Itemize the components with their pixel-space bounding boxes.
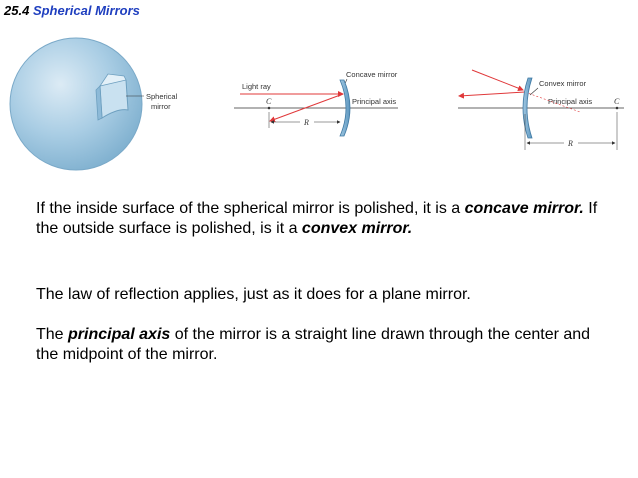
concave-light-ray-label: Light ray: [242, 82, 271, 91]
convex-reflected-ray: [459, 92, 525, 96]
paragraph-concave-convex: [36, 199, 606, 239]
paragraph-law-of-reflection: The law of reflection applies, just as it does for a plane mirror.: [36, 286, 471, 303]
term-concave-mirror: concave mirror.: [464, 200, 584, 217]
slide-title: [4, 3, 140, 18]
concave-radius-label: R: [304, 118, 309, 127]
term-convex-mirror: convex mirror.: [301, 220, 413, 237]
p1-text-c: If the outside surface is polished, is it a: [36, 200, 598, 237]
convex-radius-label: R: [568, 139, 573, 148]
concave-reflected-ray: [270, 94, 343, 121]
convex-center-label: C: [614, 97, 620, 106]
concave-title: Concave mirror: [346, 70, 398, 79]
sphere-diagram: [10, 38, 178, 170]
section-number: 25.4: [4, 3, 30, 18]
concave-mirror-diagram: [234, 70, 398, 136]
term-principal-axis: principal axis: [68, 326, 171, 343]
sphere-label-line2: mirror: [151, 102, 171, 111]
concave-principal-axis-label: Principal axis: [352, 97, 397, 106]
p1-text-a: If the inside surface of the spherical mirror is polished, it is a: [36, 200, 465, 217]
spherical-mirrors-figure: [0, 30, 638, 180]
section-name: Spherical Mirrors: [32, 3, 140, 18]
sphere-label-line1: Spherical: [146, 92, 178, 101]
paragraph-principal-axis: [36, 325, 606, 365]
concave-center-label: C: [266, 97, 272, 106]
p3-text-c: of the mirror is a straight line drawn through the center and the midpoint of the mirror.: [36, 326, 591, 363]
convex-mirror-diagram: [458, 70, 624, 150]
p3-text-a: The: [36, 326, 69, 343]
convex-incident-ray: [472, 70, 523, 90]
convex-principal-axis-label: Principal axis: [548, 97, 593, 106]
convex-title: Convex mirror: [539, 79, 587, 88]
